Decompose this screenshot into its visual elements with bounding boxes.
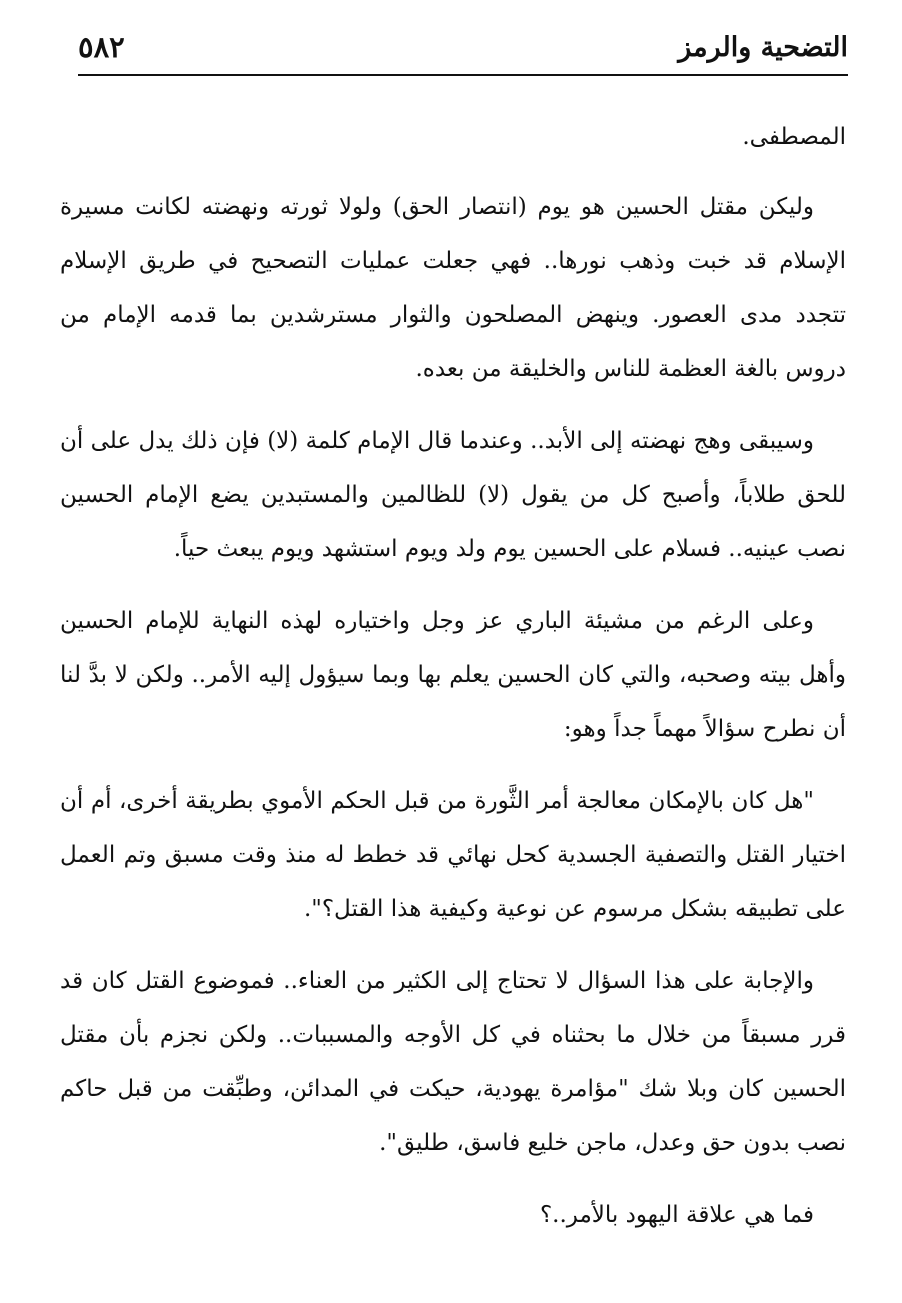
paragraph: المصطفى.	[742, 124, 846, 150]
paragraph: وعلى الرغم من مشيئة الباري عز وجل واختياره لهذه النهاية للإمام الحسين وأهل بيته وصحبه، والتي كان الحسين يعلم بها وبما سيؤول إليه الأمر.. ولكن لا بدَّ لنا أن نطرح سؤالاً مهماً جداً وهو:	[60, 608, 846, 742]
running-header	[78, 26, 848, 76]
quoted-paragraph: "هل كان بالإمكان معالجة أمر الثَّورة من قبل الحكم الأموي بطريقة أخرى، أم أن اختيار القتل والتصفية الجسدية كحل نهائي قد خطط له منذ وقت مسبق وتم العمل على تطبيقه بشكل مرسوم عن نوعية وكيفية هذا القتل؟".	[60, 788, 846, 922]
body-text	[60, 110, 846, 1260]
paragraph: والإجابة على هذا السؤال لا تحتاج إلى الكثير من العناء.. فموضوع القتل كان قد قرر مسبقاً من خلال ما بحثناه في كل الأوجه والمسببات.. ولكن نجزم بأن مقتل الحسين كان وبلا شك "مؤامرة يهودية، حيكت في المدائن، وطبِّقت من قبل حاكم نصب بدون حق وعدل، ماجن خليع فاسق، طليق".	[60, 968, 846, 1156]
paragraph: وسيبقى وهج نهضته إلى الأبد.. وعندما قال الإمام كلمة (لا) فإن ذلك يدل على أن للحق طلاباً، وأصبح كل من يقول (لا) للظالمين والمستبدين يضع الإمام الحسين نصب عينيه.. فسلام على الحسين يوم ولد ويوم استشهد ويوم يبعث حياً.	[60, 428, 846, 562]
page-number: ٥٨٢	[78, 30, 125, 64]
paragraph: وليكن مقتل الحسين هو يوم (انتصار الحق) ولولا ثورته ونهضته لكانت مسيرة الإسلام قد خبت وذهب نورها.. فهي جعلت عمليات التصحيح في طريق الإسلام تتجدد مدى العصور. وينهض المصلحون والثوار مسترشدين بما قدمه الإمام من دروس بالغة العظمة للناس والخليقة من بعده.	[60, 194, 846, 382]
closing-question: فما هي علاقة اليهود بالأمر..؟	[539, 1202, 814, 1228]
chapter-title: التضحية والرمز	[678, 32, 848, 63]
